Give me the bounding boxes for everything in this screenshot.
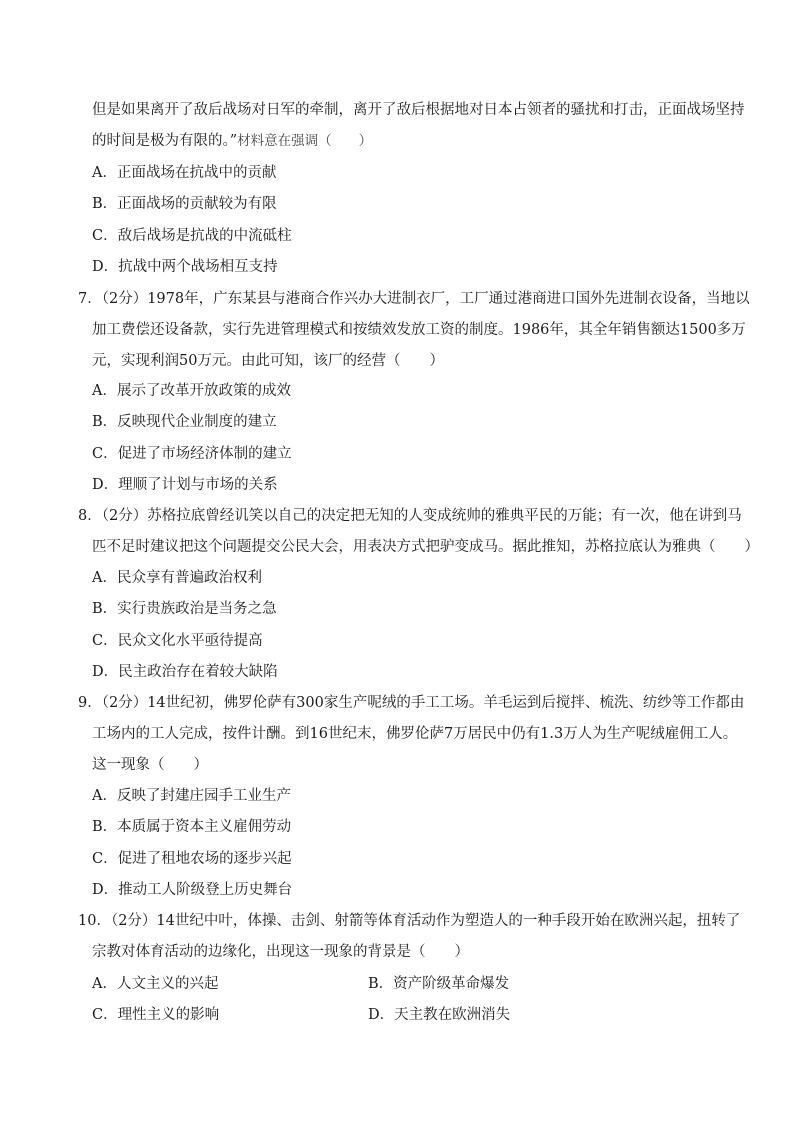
q8-stem-line-1: 8．（2分）苏格拉底曾经讥笑以自己的决定把无知的人变成统帅的雅典平民的万能；有一次，他在讲到马	[78, 508, 742, 524]
q6-option-a[interactable]: A．正面战场在抗战中的贡献	[92, 165, 277, 181]
q7-option-b[interactable]: B．反映现代企业制度的建立	[92, 414, 277, 430]
q10-stem-line-2: 宗教对体育活动的边缘化，出现这一现象的背景是（ ）	[92, 944, 469, 960]
q6-stem-line-2-text: 的时间是极为有限的。”	[92, 133, 238, 149]
q6-option-b[interactable]: B．正面战场的贡献较为有限	[92, 196, 277, 212]
q7-option-d[interactable]: D．理顺了计划与市场的关系	[92, 477, 278, 493]
q8-option-c[interactable]: C．民众文化水平亟待提高	[92, 633, 263, 649]
q9-stem-line-1: 9．（2分）14世纪初，佛罗伦萨有300家生产呢绒的手工工场。羊毛运到后搅拌、梳洗、纺纱等工作都由	[78, 695, 745, 711]
q6-option-c[interactable]: C．敌后战场是抗战的中流砥柱	[92, 228, 292, 244]
q8-stem-line-2: 匹不足时建议把这个问题提交公民大会，用表决方式把驴变成马。据此推知，苏格拉底认为雅典（ ）	[92, 539, 759, 555]
q10-stem-line-1: 10．（2分）14世纪中叶，体操、击剑、射箭等体育活动作为塑造人的一种手段开始在欧洲兴起，扭转了	[78, 913, 741, 929]
q10-option-c[interactable]: C．理性主义的影响	[92, 1007, 220, 1023]
q7-stem-line-3: 元，实现利润50万元。由此可知，该厂的经营（ ）	[92, 353, 444, 369]
q7-stem-line-2: 加工费偿还设备款，实行先进管理模式和按绩效发放工资的制度。1986年，其全年销售额达1500多万	[92, 322, 746, 338]
q6-stem-line-2	[92, 131, 372, 151]
q9-option-b[interactable]: B．本质属于资本主义雇佣劳动	[92, 819, 292, 835]
q6-stem-line-2-tail: 材料意在强调（ ）	[237, 133, 373, 149]
q8-option-b[interactable]: B．实行贵族政治是当务之急	[92, 601, 277, 617]
q9-stem-line-3: 这一现象（ ）	[92, 757, 208, 773]
q7-stem-line-1: 7．（2分）1978年，广东某县与港商合作兴办大进制衣厂，工厂通过港商进口国外先进制衣设备，当地以	[78, 291, 750, 307]
q8-option-d[interactable]: D．民主政治存在着较大缺陷	[92, 664, 278, 680]
q8-option-a[interactable]: A．民众享有普遍政治权利	[92, 570, 262, 586]
q7-option-c[interactable]: C．促进了市场经济体制的建立	[92, 446, 292, 462]
q9-option-a[interactable]: A．反映了封建庄园手工业生产	[92, 788, 291, 804]
q6-option-d[interactable]: D．抗战中两个战场相互支持	[92, 259, 278, 275]
q10-option-d[interactable]: D．天主教在欧洲消失	[368, 1007, 511, 1023]
q10-option-a[interactable]: A．人文主义的兴起	[92, 976, 219, 992]
q10-option-b[interactable]: B．资产阶级革命爆发	[368, 976, 510, 992]
q9-option-c[interactable]: C．促进了租地农场的逐步兴起	[92, 851, 292, 867]
q9-option-d[interactable]: D．推动工人阶级登上历史舞台	[92, 882, 293, 898]
q7-option-a[interactable]: A．展示了改革开放政策的成效	[92, 383, 291, 399]
q9-stem-line-2: 工场内的工人完成，按件计酬。到16世纪末，佛罗伦萨7万居民中仍有1.3万人为生产呢绒雇佣工人。	[92, 726, 738, 742]
q6-stem-line-1: 但是如果离开了敌后战场对日军的牵制，离开了敌后根据地对日本占领者的骚扰和打击，正面战场坚持	[92, 102, 745, 118]
